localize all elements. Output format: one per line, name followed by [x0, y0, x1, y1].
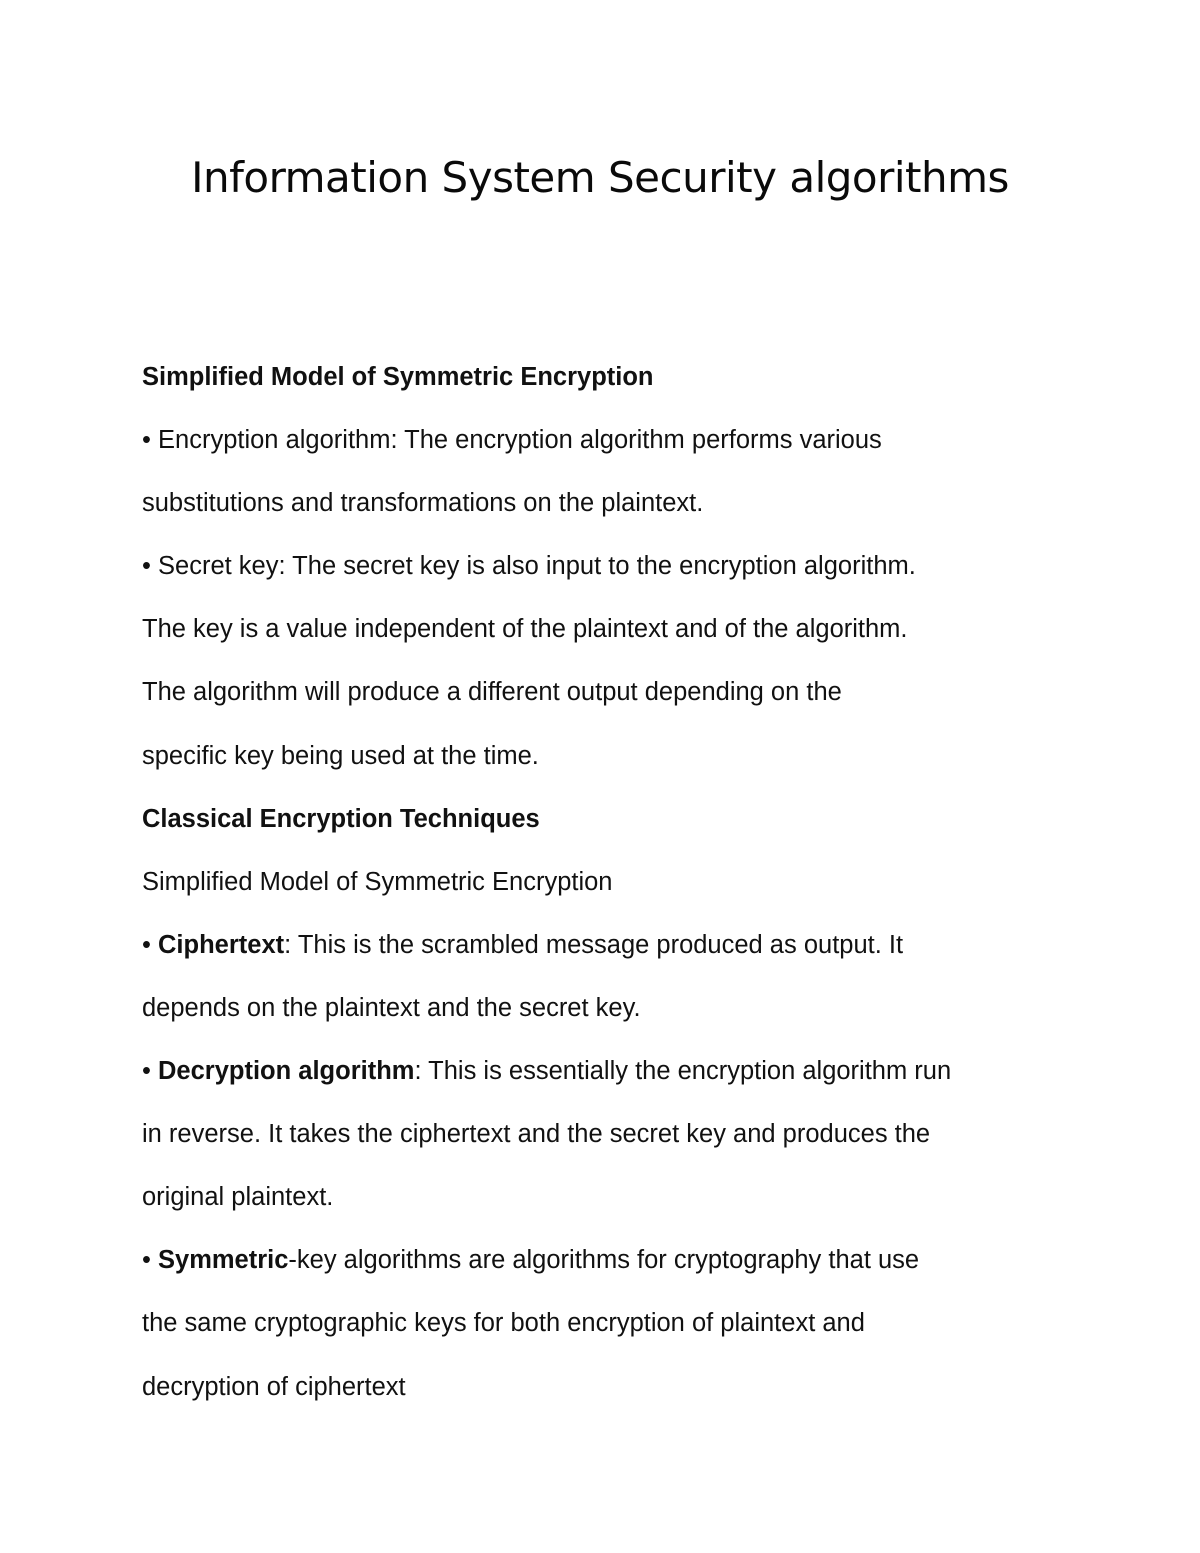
text-line: [142, 661, 1042, 724]
text-line: [142, 977, 1042, 1040]
text-line: [142, 851, 1042, 914]
text-line: [142, 472, 1042, 535]
text-segment: specific key being used at the time.: [142, 741, 539, 770]
bold-text-segment: Decryption algorithm: [158, 1057, 415, 1086]
text-segment: •: [142, 930, 159, 959]
text-segment: : This is essentially the encryption algorithm run: [414, 1057, 952, 1086]
text-segment: substitutions and transformations on the plaintext.: [142, 489, 704, 518]
text-segment: original plaintext.: [142, 1183, 334, 1212]
bold-text-segment: Symmetric: [158, 1246, 289, 1275]
text-line: [142, 914, 1042, 977]
document-body: [142, 346, 1042, 1419]
text-line: [142, 346, 1042, 409]
bold-text-segment: Classical Encryption Techniques: [142, 804, 540, 833]
text-segment: •: [142, 1246, 159, 1275]
text-segment: • Secret key: The secret key is also input to the encryption algorithm.: [142, 552, 916, 581]
text-segment: Simplified Model of Symmetric Encryption: [142, 867, 613, 896]
text-line: [142, 1229, 1042, 1292]
text-line: [142, 1166, 1042, 1229]
text-line: [142, 1103, 1042, 1166]
text-line: [142, 598, 1042, 661]
text-segment: depends on the plaintext and the secret key.: [142, 993, 641, 1022]
text-line: [142, 535, 1042, 598]
text-segment: •: [142, 1057, 159, 1086]
bold-text-segment: Simplified Model of Symmetric Encryption: [142, 363, 654, 391]
text-line: [142, 1356, 1042, 1419]
text-segment: the same cryptographic keys for both encryption of plaintext and: [142, 1309, 865, 1338]
text-segment: • Encryption algorithm: The encryption algorithm performs various: [142, 426, 882, 455]
text-segment: The key is a value independent of the plaintext and of the algorithm.: [142, 615, 908, 644]
text-segment: The algorithm will produce a different output depending on the: [142, 678, 842, 707]
text-line: [142, 725, 1042, 788]
bold-text-segment: Ciphertext: [158, 930, 285, 959]
text-segment: in reverse. It takes the ciphertext and the secret key and produces the: [142, 1120, 931, 1149]
text-segment: decryption of ciphertext: [142, 1372, 406, 1401]
text-line: [142, 1292, 1042, 1355]
text-line: [142, 1040, 1042, 1103]
document-title: Information System Security algorithms: [191, 153, 1009, 202]
text-line: [142, 788, 1042, 851]
text-segment: -key algorithms are algorithms for cryptography that use: [288, 1246, 920, 1275]
text-line: [142, 409, 1042, 472]
text-segment: : This is the scrambled message produced as output. It: [284, 930, 904, 959]
